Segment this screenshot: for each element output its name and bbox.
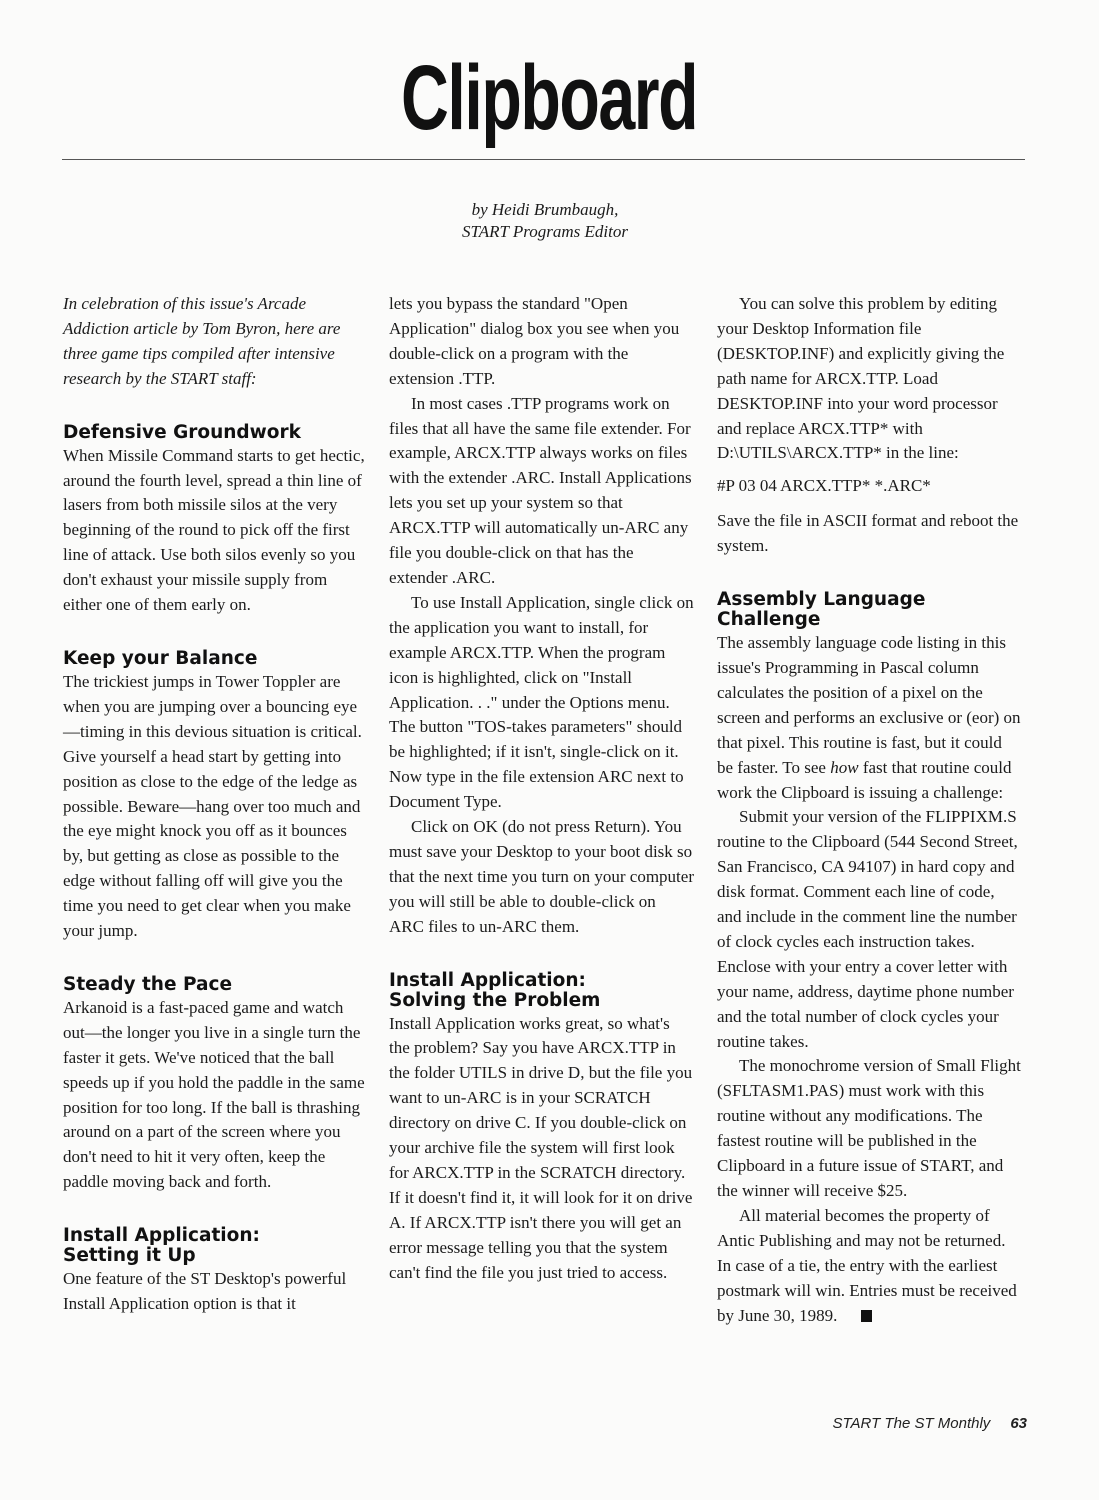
body-paragraph: In most cases .TTP programs work on files that all have the same file extender. For example, ARCX.TTP always works on files with the extender .ARC. Install Applications lets you set up your system so that ARCX.TTP will automatically un-ARC any file you double-click on that has the extender .ARC.	[389, 393, 692, 587]
section-heading: Steady the Pace	[63, 973, 233, 995]
end-mark-icon	[861, 1310, 872, 1322]
page-footer	[805, 1415, 1027, 1432]
body-paragraph: Save the file in ASCII format and reboot the system.	[717, 511, 1019, 556]
body-paragraph	[717, 1204, 1022, 1329]
section-heading: Install Application: Solving the Problem	[389, 969, 601, 1011]
section-body: One feature of the ST Desktop's powerful Install Application option is that it	[63, 1269, 347, 1314]
magazine-name: START The ST Monthly	[832, 1415, 991, 1432]
byline	[400, 199, 690, 243]
code-line: #P 03 04 ARCX.TTP* *.ARC*	[717, 476, 931, 496]
section-body: The trickiest jumps in Tower Toppler are when you are jumping over a bouncing eye—timing in this devious situation is critical. Give yourself a head start by getting into position as close to the edge of the ledge as possible. Beware—hang over too much and the eye might knock you off as it bounces by, but getting as close as possible to the edge without falling off will give you the time you need to get clear when you make your jump.	[63, 671, 362, 941]
section-body	[717, 631, 1022, 805]
section-body: Arkanoid is a fast-paced game and watch out—the longer you live in a single turn the faster it gets. We've noticed that the ball speeds up if you hold the paddle in the same position for too long. If the ball is thrashing around on a part of the screen where you don't need to hit it very often, keep the paddle moving back and forth.	[63, 997, 365, 1192]
column-1	[63, 292, 368, 1317]
section-body: When Missile Command starts to get hectic, around the fourth level, spread a thin line of lasers from both missile silos at the very beginning of the round to pick off the first line of attack. Use both silos evenly so you don't exhaust your missile supply from either one of them early on.	[63, 445, 365, 615]
section-heading: Defensive Groundwork	[63, 421, 301, 443]
body-paragraph: lets you bypass the standard "Open Application" dialog box you see when you double-click on a program with the extension .TTP.	[389, 294, 680, 388]
body-paragraph: Submit your version of the FLIPPIXM.S routine to the Clipboard (544 Second Street, San Francisco, CA 94107) in hard copy and disk format. Comment each line of code, and include in the comment line the number of clock cycles each instruction takes. Enclose with your entry a cover letter with your name, address, daytime phone number and the total number of clock cycles your routine takes.	[717, 807, 1018, 1051]
page-number: 63	[1010, 1415, 1027, 1432]
section-heading: Assembly Language Challenge	[717, 589, 926, 631]
column-3	[717, 292, 1022, 1328]
text-run: The assembly language code listing in this issue's Programming in Pascal column calculates the position of a pixel on the screen and performs an exclusive or (eor) on that pixel. This routine is fast, but it could be faster. To see	[717, 633, 1021, 777]
body-paragraph: The monochrome version of Small Flight (SFLTASM1.PAS) must work with this routine without any modifications. The fastest routine will be published in the Clipboard in a future issue of START, and the winner will receive $25.	[717, 1056, 1021, 1200]
emphasis-text: how	[830, 757, 859, 777]
column-2	[389, 292, 694, 1286]
byline-role: START Programs Editor	[462, 222, 628, 241]
section-body: Install Application works great, so what's the problem? Say you have ARCX.TTP in the folder UTILS in drive D, but the file you want to un-ARC is in your SCRATCH directory on drive C. If you double-click on your archive file the system will first look for ARCX.TTP in the SCRATCH directory. If it doesn't find it, it will look for it on drive A. If ARCX.TTP isn't there you will get an error message telling you that the system can't find the file you just tried to access.	[389, 1013, 693, 1282]
section-heading: Keep your Balance	[63, 647, 258, 669]
page-title: Clipboard	[400, 47, 698, 149]
body-paragraph: You can solve this problem by editing your Desktop Information file (DESKTOP.INF) and explicitly giving the path name for ARCX.TTP. Load DESKTOP.INF into your word processor and replace ARCX.TTP* with D:\UTILS\ARCX.TTP* in the line:	[717, 294, 1005, 463]
byline-author: by Heidi Brumbaugh,	[471, 200, 619, 219]
text-run: All material becomes the property of Antic Publishing and may not be returned. In case of a tie, the entry with the earliest postmark will win. Entries must be received by June 30, 1989.	[717, 1205, 1017, 1325]
body-paragraph: Click on OK (do not press Return). You must save your Desktop to your boot disk so that the next time you turn on your computer you will still be able to double-click on ARC files to un-ARC them.	[389, 817, 694, 936]
intro-paragraph: In celebration of this issue's Arcade Addiction article by Tom Byron, here are three game tips compiled after intensive research by the START staff:	[63, 294, 341, 388]
section-heading: Install Application: Setting it Up	[63, 1225, 260, 1267]
body-paragraph: To use Install Application, single click on the application you want to install, for example ARCX.TTP. When the program icon is highlighted, click on "Install Application. . ." under the Options menu. The button "TOS-takes parameters" should be highlighted; if it isn't, single-click on it. Now type in the file extension ARC next to Document Type.	[389, 592, 694, 812]
text-run: fast that routine could work the Clipboard is issuing a challenge:	[717, 757, 1012, 802]
title-divider	[62, 159, 1025, 160]
